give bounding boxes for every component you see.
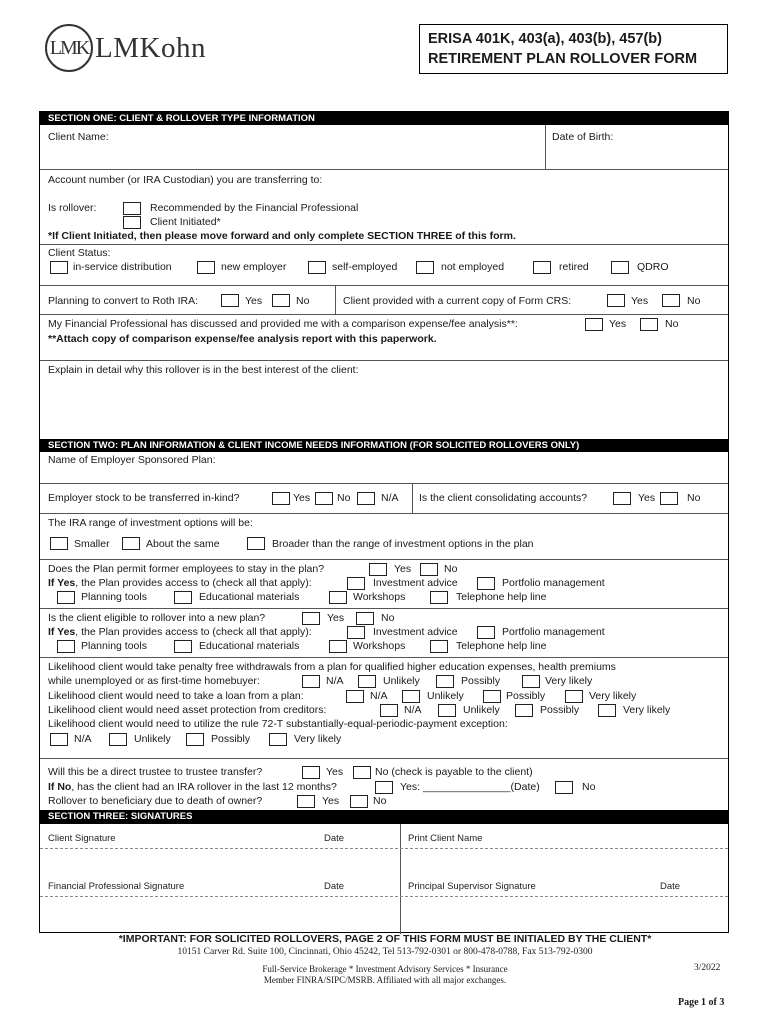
likelihood-row <box>40 657 728 758</box>
comparison-analysis-label: My Financial Professional has discussed and provided me with a comparison expense/fee analysis**: <box>48 318 518 330</box>
prior-rollover-yes-checkbox[interactable] <box>375 781 393 794</box>
stock-na-checkbox[interactable] <box>357 492 375 505</box>
fp-signature-date-label: Date <box>324 881 345 892</box>
new-workshops-checkbox[interactable] <box>329 640 347 653</box>
provides-access-label-2: , the Plan provides access to (check all that apply): <box>75 626 312 638</box>
employer-stock-label: Employer stock to be transferred in-kind? <box>48 492 240 504</box>
about-same-label: About the same <box>146 538 220 550</box>
member-line: Member FINRA/SIPC/MSRB. Affiliated with all major exchanges. <box>263 975 507 985</box>
eligible-new-plan-label: Is the client eligible to rollover into a new plan? <box>48 612 266 624</box>
consolidating-no-label: No <box>687 492 701 504</box>
new-educational-label: Educational materials <box>199 640 300 652</box>
client-initiated-checkbox[interactable] <box>123 216 141 229</box>
asset-possibly-label: Possibly <box>540 704 580 716</box>
prior-rollover-date-label: Yes: _______________(Date) <box>400 781 540 793</box>
rule72t-unlikely-checkbox[interactable] <box>109 733 127 746</box>
rule72t-very-likely-label: Very likely <box>294 733 342 745</box>
smaller-checkbox[interactable] <box>50 537 68 550</box>
loan-unlikely-label: Unlikely <box>427 690 464 702</box>
logo-mark-icon: LMK <box>45 24 93 72</box>
retired-checkbox[interactable] <box>533 261 551 274</box>
permit-no-label: No <box>444 563 458 575</box>
transfer-row <box>40 758 728 810</box>
not-employed-checkbox[interactable] <box>416 261 434 274</box>
principal-signature-date-label: Date <box>660 881 681 892</box>
permit-yes-checkbox[interactable] <box>369 563 387 576</box>
consolidating-no-checkbox[interactable] <box>660 492 678 505</box>
new-telephone-label: Telephone help line <box>456 640 547 652</box>
roth-no-checkbox[interactable] <box>272 294 290 307</box>
former-planning-tools-checkbox[interactable] <box>57 591 75 604</box>
signatures-block <box>40 824 728 934</box>
asset-na-checkbox[interactable] <box>380 704 398 717</box>
comparison-yes-label: Yes <box>609 318 627 330</box>
new-plan-row <box>40 608 728 657</box>
penalty-na-label: N/A <box>326 675 344 687</box>
fp-signature-label: Financial Professional Signature <box>48 881 185 892</box>
logo-text: LMKohn <box>95 31 206 64</box>
comparison-yes-checkbox[interactable] <box>585 318 603 331</box>
former-employees-row <box>40 559 728 608</box>
former-investment-advice-checkbox[interactable] <box>347 577 365 590</box>
asset-very-likely-checkbox[interactable] <box>598 704 616 717</box>
former-telephone-checkbox[interactable] <box>430 591 448 604</box>
section-three-heading: SECTION THREE: SIGNATURES <box>40 810 728 824</box>
company-logo <box>45 24 206 72</box>
provides-access-label: , the Plan provides access to (check all that apply): <box>75 577 312 589</box>
stock-no-checkbox[interactable] <box>315 492 333 505</box>
if-yes-label: If Yes <box>48 577 76 589</box>
permit-yes-label: Yes <box>394 563 412 575</box>
consolidating-yes-label: Yes <box>638 492 656 504</box>
client-initiated-label: Client Initiated* <box>150 216 221 228</box>
recommended-label: Recommended by the Financial Professional <box>150 202 359 214</box>
status-option-in-service: in-service distribution <box>73 261 172 273</box>
prior-rollover-no-label: No <box>582 781 596 793</box>
penalty-very-likely-checkbox[interactable] <box>522 675 540 688</box>
crs-no-checkbox[interactable] <box>662 294 680 307</box>
new-investment-advice-checkbox[interactable] <box>347 626 365 639</box>
rule72t-possibly-checkbox[interactable] <box>186 733 204 746</box>
former-workshops-label: Workshops <box>353 591 406 603</box>
rule72t-na-checkbox[interactable] <box>50 733 68 746</box>
client-initiated-note: *If Client Initiated, then please move forward and only complete SECTION THREE of this form. <box>48 230 516 242</box>
former-telephone-label: Telephone help line <box>456 591 547 603</box>
eligible-no-label: No <box>381 612 395 624</box>
roth-yes-label: Yes <box>245 295 263 307</box>
likelihood-penalty-line1: Likelihood client would take penalty free withdrawals from a plan for qualified higher education expenses, health premiums <box>48 661 616 673</box>
recommended-checkbox[interactable] <box>123 202 141 215</box>
qdro-checkbox[interactable] <box>611 261 629 274</box>
client-signature-date-label: Date <box>324 833 345 844</box>
is-rollover-label: Is rollover: <box>48 202 97 214</box>
likelihood-loan-label: Likelihood client would need to take a loan from a plan: <box>48 690 304 702</box>
loan-possibly-label: Possibly <box>506 690 546 702</box>
form-title-line1: ERISA 401K, 403(a), 403(b), 457(b) <box>428 31 662 47</box>
roth-yes-checkbox[interactable] <box>221 294 239 307</box>
penalty-unlikely-label: Unlikely <box>383 675 420 687</box>
print-client-name-label: Print Client Name <box>408 833 483 844</box>
former-portfolio-label: Portfolio management <box>502 577 605 589</box>
form-crs-label: Client provided with a current copy of Form CRS: <box>343 295 572 307</box>
crs-yes-checkbox[interactable] <box>607 294 625 307</box>
asset-unlikely-checkbox[interactable] <box>438 704 456 717</box>
asset-possibly-checkbox[interactable] <box>515 704 533 717</box>
new-telephone-checkbox[interactable] <box>430 640 448 653</box>
status-option-new-employer: new employer <box>221 261 287 273</box>
stock-na-label: N/A <box>381 492 399 504</box>
loan-very-likely-checkbox[interactable] <box>565 690 583 703</box>
penalty-na-checkbox[interactable] <box>302 675 320 688</box>
status-option-not-employed: not employed <box>441 261 505 273</box>
plan-name-label[interactable]: Name of Employer Sponsored Plan: <box>48 454 216 466</box>
eligible-yes-checkbox[interactable] <box>302 612 320 625</box>
consolidating-yes-checkbox[interactable] <box>613 492 631 505</box>
stock-yes-checkbox[interactable] <box>272 492 290 505</box>
loan-unlikely-checkbox[interactable] <box>402 690 420 703</box>
roth-no-label: No <box>296 295 310 307</box>
beneficiary-yes-checkbox[interactable] <box>297 795 315 808</box>
asset-very-likely-label: Very likely <box>623 704 671 716</box>
prior-rollover-no-checkbox[interactable] <box>555 781 573 794</box>
rule72t-possibly-label: Possibly <box>211 733 251 745</box>
client-name-label: Client Name: <box>48 131 109 143</box>
broader-checkbox[interactable] <box>247 537 265 550</box>
principal-signature-field[interactable] <box>404 898 724 932</box>
likelihood-72t-label: Likelihood client would need to utilize the rule 72-T substantially-equal-periodic-payment exception: <box>48 718 508 730</box>
form-revision-date: 3/2022 <box>694 963 721 973</box>
penalty-unlikely-checkbox[interactable] <box>358 675 376 688</box>
beneficiary-no-checkbox[interactable] <box>350 795 368 808</box>
beneficiary-label: Rollover to beneficiary due to death of owner? <box>48 795 263 807</box>
new-planning-tools-checkbox[interactable] <box>57 640 75 653</box>
comparison-no-checkbox[interactable] <box>640 318 658 331</box>
explain-row <box>40 360 728 439</box>
form-title <box>419 24 728 74</box>
roth-conversion-label: Planning to convert to Roth IRA: <box>48 295 198 307</box>
asset-na-label: N/A <box>404 704 422 716</box>
if-no-label: If No <box>48 781 72 793</box>
status-option-self-employed: self-employed <box>332 261 398 273</box>
direct-no-checkbox[interactable] <box>353 766 371 779</box>
direct-transfer-label: Will this be a direct trustee to trustee transfer? <box>48 766 263 778</box>
direct-no-label: No (check is payable to the client) <box>375 766 533 778</box>
broader-label: Broader than the range of investment options in the plan <box>272 538 534 550</box>
permit-no-checkbox[interactable] <box>420 563 438 576</box>
client-name-row <box>40 125 728 169</box>
penalty-possibly-checkbox[interactable] <box>436 675 454 688</box>
loan-na-label: N/A <box>370 690 388 702</box>
stock-no-label: No <box>337 492 351 504</box>
consolidating-label: Is the client consolidating accounts? <box>419 492 588 504</box>
former-workshops-checkbox[interactable] <box>329 591 347 604</box>
rule72t-na-label: N/A <box>74 733 92 745</box>
likelihood-penalty-line2: while unemployed or as first-time homebuyer: <box>48 675 260 687</box>
direct-yes-label: Yes <box>326 766 344 778</box>
eligible-no-checkbox[interactable] <box>356 612 374 625</box>
penalty-possibly-label: Possibly <box>461 675 501 687</box>
asset-unlikely-label: Unlikely <box>463 704 500 716</box>
company-address: 10151 Carver Rd. Suite 100, Cincinnati, Ohio 45242, Tel 513-792-0301 or 800-478-0788, Fax 513-792-0300 <box>177 947 593 957</box>
client-status-label: Client Status: <box>48 247 111 259</box>
loan-very-likely-label: Very likely <box>589 690 637 702</box>
former-investment-advice-label: Investment advice <box>373 577 458 589</box>
plan-name-row <box>40 452 728 483</box>
loan-na-checkbox[interactable] <box>346 690 364 703</box>
rollover-type-row <box>40 169 728 244</box>
new-workshops-label: Workshops <box>353 640 406 652</box>
client-status-row <box>40 244 728 285</box>
eligible-yes-label: Yes <box>327 612 345 624</box>
self-employed-checkbox[interactable] <box>308 261 326 274</box>
rollover-form <box>39 111 729 933</box>
new-educational-checkbox[interactable] <box>174 640 192 653</box>
comparison-row <box>40 314 728 360</box>
new-investment-advice-label: Investment advice <box>373 626 458 638</box>
stock-yes-label: Yes <box>293 492 311 504</box>
former-portfolio-checkbox[interactable] <box>477 577 495 590</box>
new-employer-checkbox[interactable] <box>197 261 215 274</box>
explain-label[interactable]: Explain in detail why this rollover is in the best interest of the client: <box>48 364 359 376</box>
rule72t-unlikely-label: Unlikely <box>134 733 171 745</box>
ira-range-label: The IRA range of investment options will be: <box>48 517 253 529</box>
in-service-checkbox[interactable] <box>50 261 68 274</box>
had-ira-label: , has the client had an IRA rollover in the last 12 months? <box>71 781 337 793</box>
rule72t-very-likely-checkbox[interactable] <box>269 733 287 746</box>
account-number-label: Account number (or IRA Custodian) you are transferring to: <box>48 174 323 186</box>
status-option-qdro: QDRO <box>637 261 669 273</box>
ira-range-row <box>40 513 728 559</box>
permit-former-label: Does the Plan permit former employees to stay in the plan? <box>48 563 325 575</box>
page-number: Page 1 of 3 <box>678 997 725 1008</box>
loan-possibly-checkbox[interactable] <box>483 690 501 703</box>
beneficiary-no-label: No <box>373 795 387 807</box>
new-portfolio-label: Portfolio management <box>502 626 605 638</box>
employer-stock-row <box>40 483 728 513</box>
beneficiary-yes-label: Yes <box>322 795 340 807</box>
likelihood-asset-label: Likelihood client would need asset protection from creditors: <box>48 704 327 716</box>
important-notice: *IMPORTANT: FOR SOLICITED ROLLOVERS, PAGE 2 OF THIS FORM MUST BE INITIALED BY THE CLIENT* <box>118 933 652 945</box>
former-educational-label: Educational materials <box>199 591 300 603</box>
client-signature-label: Client Signature <box>48 833 116 844</box>
smaller-label: Smaller <box>74 538 110 550</box>
new-planning-tools-label: Planning tools <box>81 640 147 652</box>
form-title-line2: RETIREMENT PLAN ROLLOVER FORM <box>428 51 698 67</box>
crs-no-label: No <box>687 295 701 307</box>
crs-yes-label: Yes <box>631 295 649 307</box>
date-of-birth-label: Date of Birth: <box>552 131 614 143</box>
if-yes-label-2: If Yes <box>48 626 76 638</box>
fp-signature-field[interactable] <box>44 898 396 932</box>
new-portfolio-checkbox[interactable] <box>477 626 495 639</box>
section-one-heading: SECTION ONE: CLIENT & ROLLOVER TYPE INFORMATION <box>40 112 728 125</box>
penalty-very-likely-label: Very likely <box>545 675 593 687</box>
services-line: Full-Service Brokerage * Investment Advisory Services * Insurance <box>262 964 508 974</box>
former-planning-tools-label: Planning tools <box>81 591 147 603</box>
comparison-no-label: No <box>665 318 679 330</box>
attach-note: **Attach copy of comparison expense/fee analysis report with this paperwork. <box>48 333 437 345</box>
former-educational-checkbox[interactable] <box>174 591 192 604</box>
principal-signature-label: Principal Supervisor Signature <box>408 881 536 892</box>
direct-yes-checkbox[interactable] <box>302 766 320 779</box>
status-option-retired: retired <box>559 261 589 273</box>
roth-crs-row <box>40 285 728 314</box>
about-same-checkbox[interactable] <box>122 537 140 550</box>
section-two-heading: SECTION TWO: PLAN INFORMATION & CLIENT INCOME NEEDS INFORMATION (FOR SOLICITED ROLLOVERS ONLY) <box>40 439 728 452</box>
